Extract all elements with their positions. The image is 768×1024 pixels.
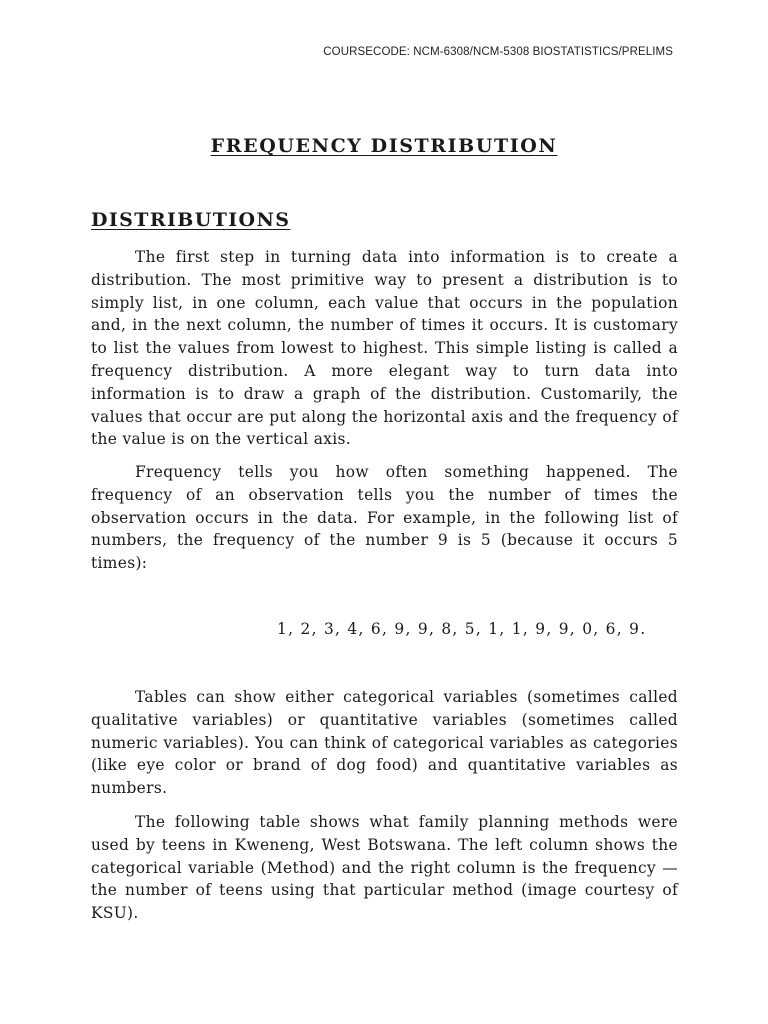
example-number-list: 1, 2, 3, 4, 6, 9, 9, 8, 5, 1, 1, 9, 9, 0, 6, 9. — [277, 620, 647, 638]
paragraph-distributions-intro: The first step in turning data into information is to create a distribution. The most primitive way to present a distribution is to simply list, in one column, each value that occurs in the population and, in the next column, the number of times it occurs. It is customary to list the values from lowest to highest. This simple listing is called a frequency distribution. A more elegant way to turn data into information is to draw a graph of the distribution. Customarily, the values that occur are put along the horizontal axis and the frequency of the value is on the vertical axis. — [91, 248, 678, 449]
course-code-header: COURSECODE: NCM-6308/NCM-5308 BIOSTATISTICS/PRELIMS — [323, 46, 673, 58]
paragraph-frequency-definition: Frequency tells you how often something happened. The frequency of an observation tells you the number of times the observation occurs in the data. For example, in the following list of numbers, the frequency of the number 9 is 5 (because it occurs 5 times): — [91, 463, 678, 573]
paragraph-table-description: The following table shows what family planning methods were used by teens in Kweneng, West Botswana. The left column shows the categorical variable (Method) and the right column is the frequency — the number of teens using that particular method (image courtesy of KSU). — [91, 813, 678, 923]
page-title: FREQUENCY DISTRIBUTION — [210, 135, 558, 157]
paragraph-variable-types: Tables can show either categorical variables (sometimes called qualitative variables) or quantitative variables (sometimes called numeric variables). You can think of categorical variables as categories (like eye color or brand of dog food) and quantitative variables as numbers. — [91, 688, 678, 798]
section-heading: DISTRIBUTIONS — [91, 209, 291, 231]
